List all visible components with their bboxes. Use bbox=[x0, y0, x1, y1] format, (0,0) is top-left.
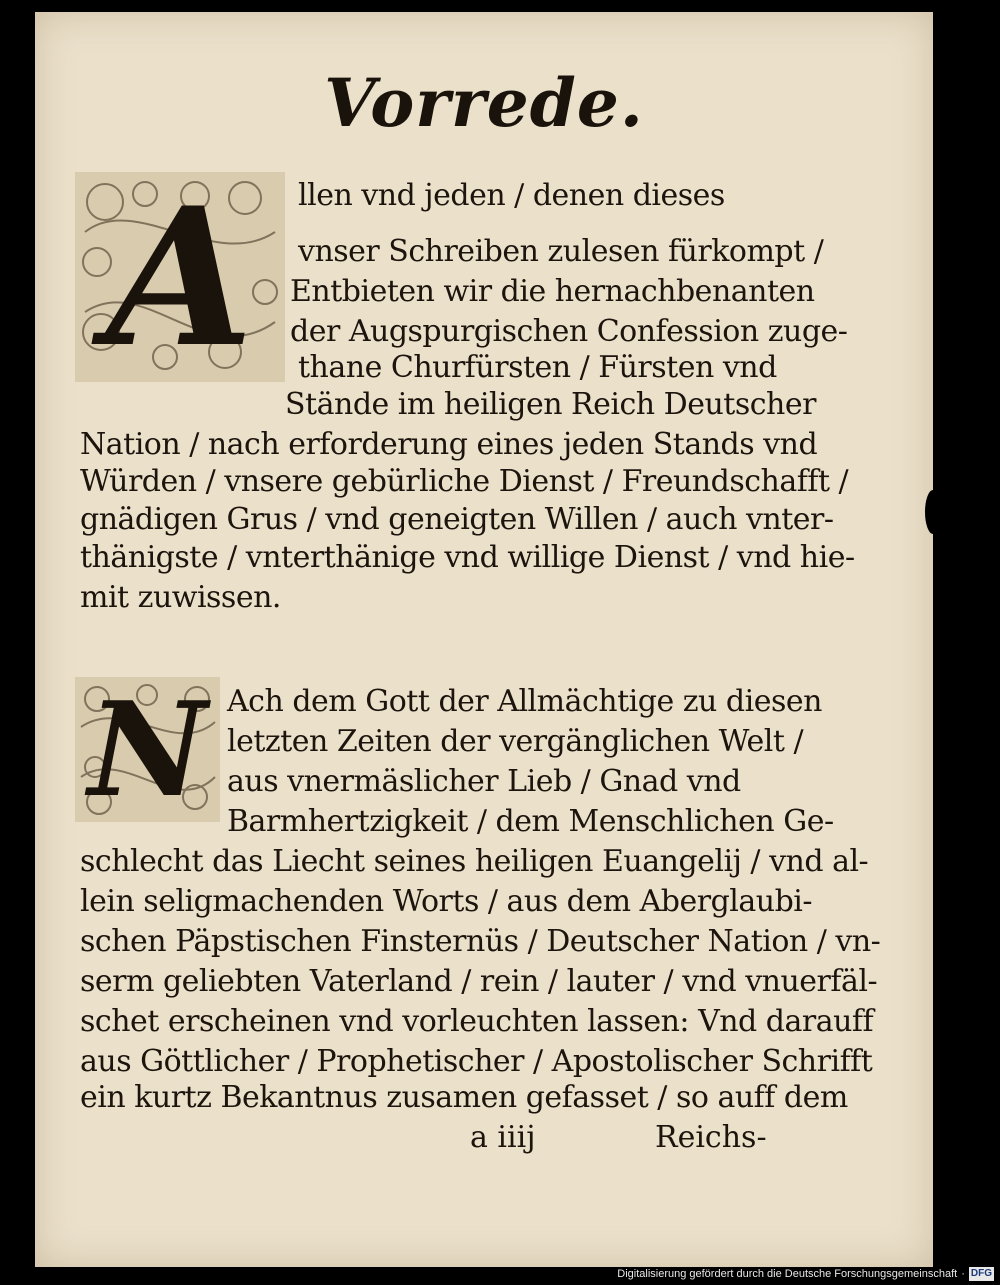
page-title: Vorrede. bbox=[324, 64, 644, 142]
credit-separator: · bbox=[961, 1268, 965, 1280]
text-line: schet erscheinen vnd vorleuchten lassen: Vnd darauff bbox=[80, 1004, 874, 1039]
credit-text: Digitalisierung gefördert durch die Deutsche Forschungsgemeinschaft bbox=[617, 1268, 958, 1280]
text-line: Würden / vnsere gebürliche Dienst / Freundschafft / bbox=[80, 464, 849, 499]
text-line: schen Päpstischen Finsternüs / Deutscher Nation / vn- bbox=[80, 924, 881, 959]
ornamental-initial-n: N bbox=[75, 677, 220, 822]
text-line: vnser Schreiben zulesen fürkompt / bbox=[298, 234, 824, 269]
ornamental-initial-a: A bbox=[75, 172, 285, 382]
text-line: Barmhertzigkeit / dem Menschlichen Ge- bbox=[227, 804, 834, 839]
text-line: ein kurtz Bekantnus zusamen gefasset / so auff dem bbox=[80, 1080, 848, 1115]
catchword: Reichs- bbox=[655, 1120, 767, 1155]
text-line: Stände im heiligen Reich Deutscher bbox=[285, 387, 816, 422]
text-line: letzten Zeiten der vergänglichen Welt / bbox=[227, 724, 804, 759]
text-line: Ach dem Gott der Allmächtige zu diesen bbox=[227, 684, 822, 719]
text-line: schlecht das Liecht seines heiligen Euangelij / vnd al- bbox=[80, 844, 869, 879]
text-line: aus Göttlicher / Prophetischer / Apostolischer Schrifft bbox=[80, 1044, 873, 1079]
text-line: thänigste / vnterthänige vnd willige Dienst / vnd hie- bbox=[80, 540, 855, 575]
text-line: thane Churfürsten / Fürsten vnd bbox=[298, 350, 777, 385]
text-line: mit zuwissen. bbox=[80, 580, 281, 615]
page-notch bbox=[925, 490, 941, 534]
text-line: lein seligmachenden Worts / aus dem Aberglaubi- bbox=[80, 884, 813, 919]
book-page bbox=[35, 12, 933, 1267]
text-line: aus vnermäslicher Lieb / Gnad vnd bbox=[227, 764, 741, 799]
text-line: Nation / nach erforderung eines jeden Stands vnd bbox=[80, 427, 818, 462]
text-line: der Augspurgischen Confession zuge- bbox=[290, 314, 848, 349]
digitization-credit bbox=[617, 1266, 994, 1282]
text-line: serm geliebten Vaterland / rein / lauter / vnd vnuerfäl- bbox=[80, 964, 878, 999]
signature-mark: a iiij bbox=[470, 1120, 536, 1155]
dfg-logo-icon: DFG bbox=[970, 1268, 992, 1279]
text-line: gnädigen Grus / vnd geneigten Willen / auch vnter- bbox=[80, 502, 834, 537]
text-line: llen vnd jeden / denen dieses bbox=[298, 178, 725, 213]
text-line: Entbieten wir die hernachbenanten bbox=[290, 274, 815, 309]
